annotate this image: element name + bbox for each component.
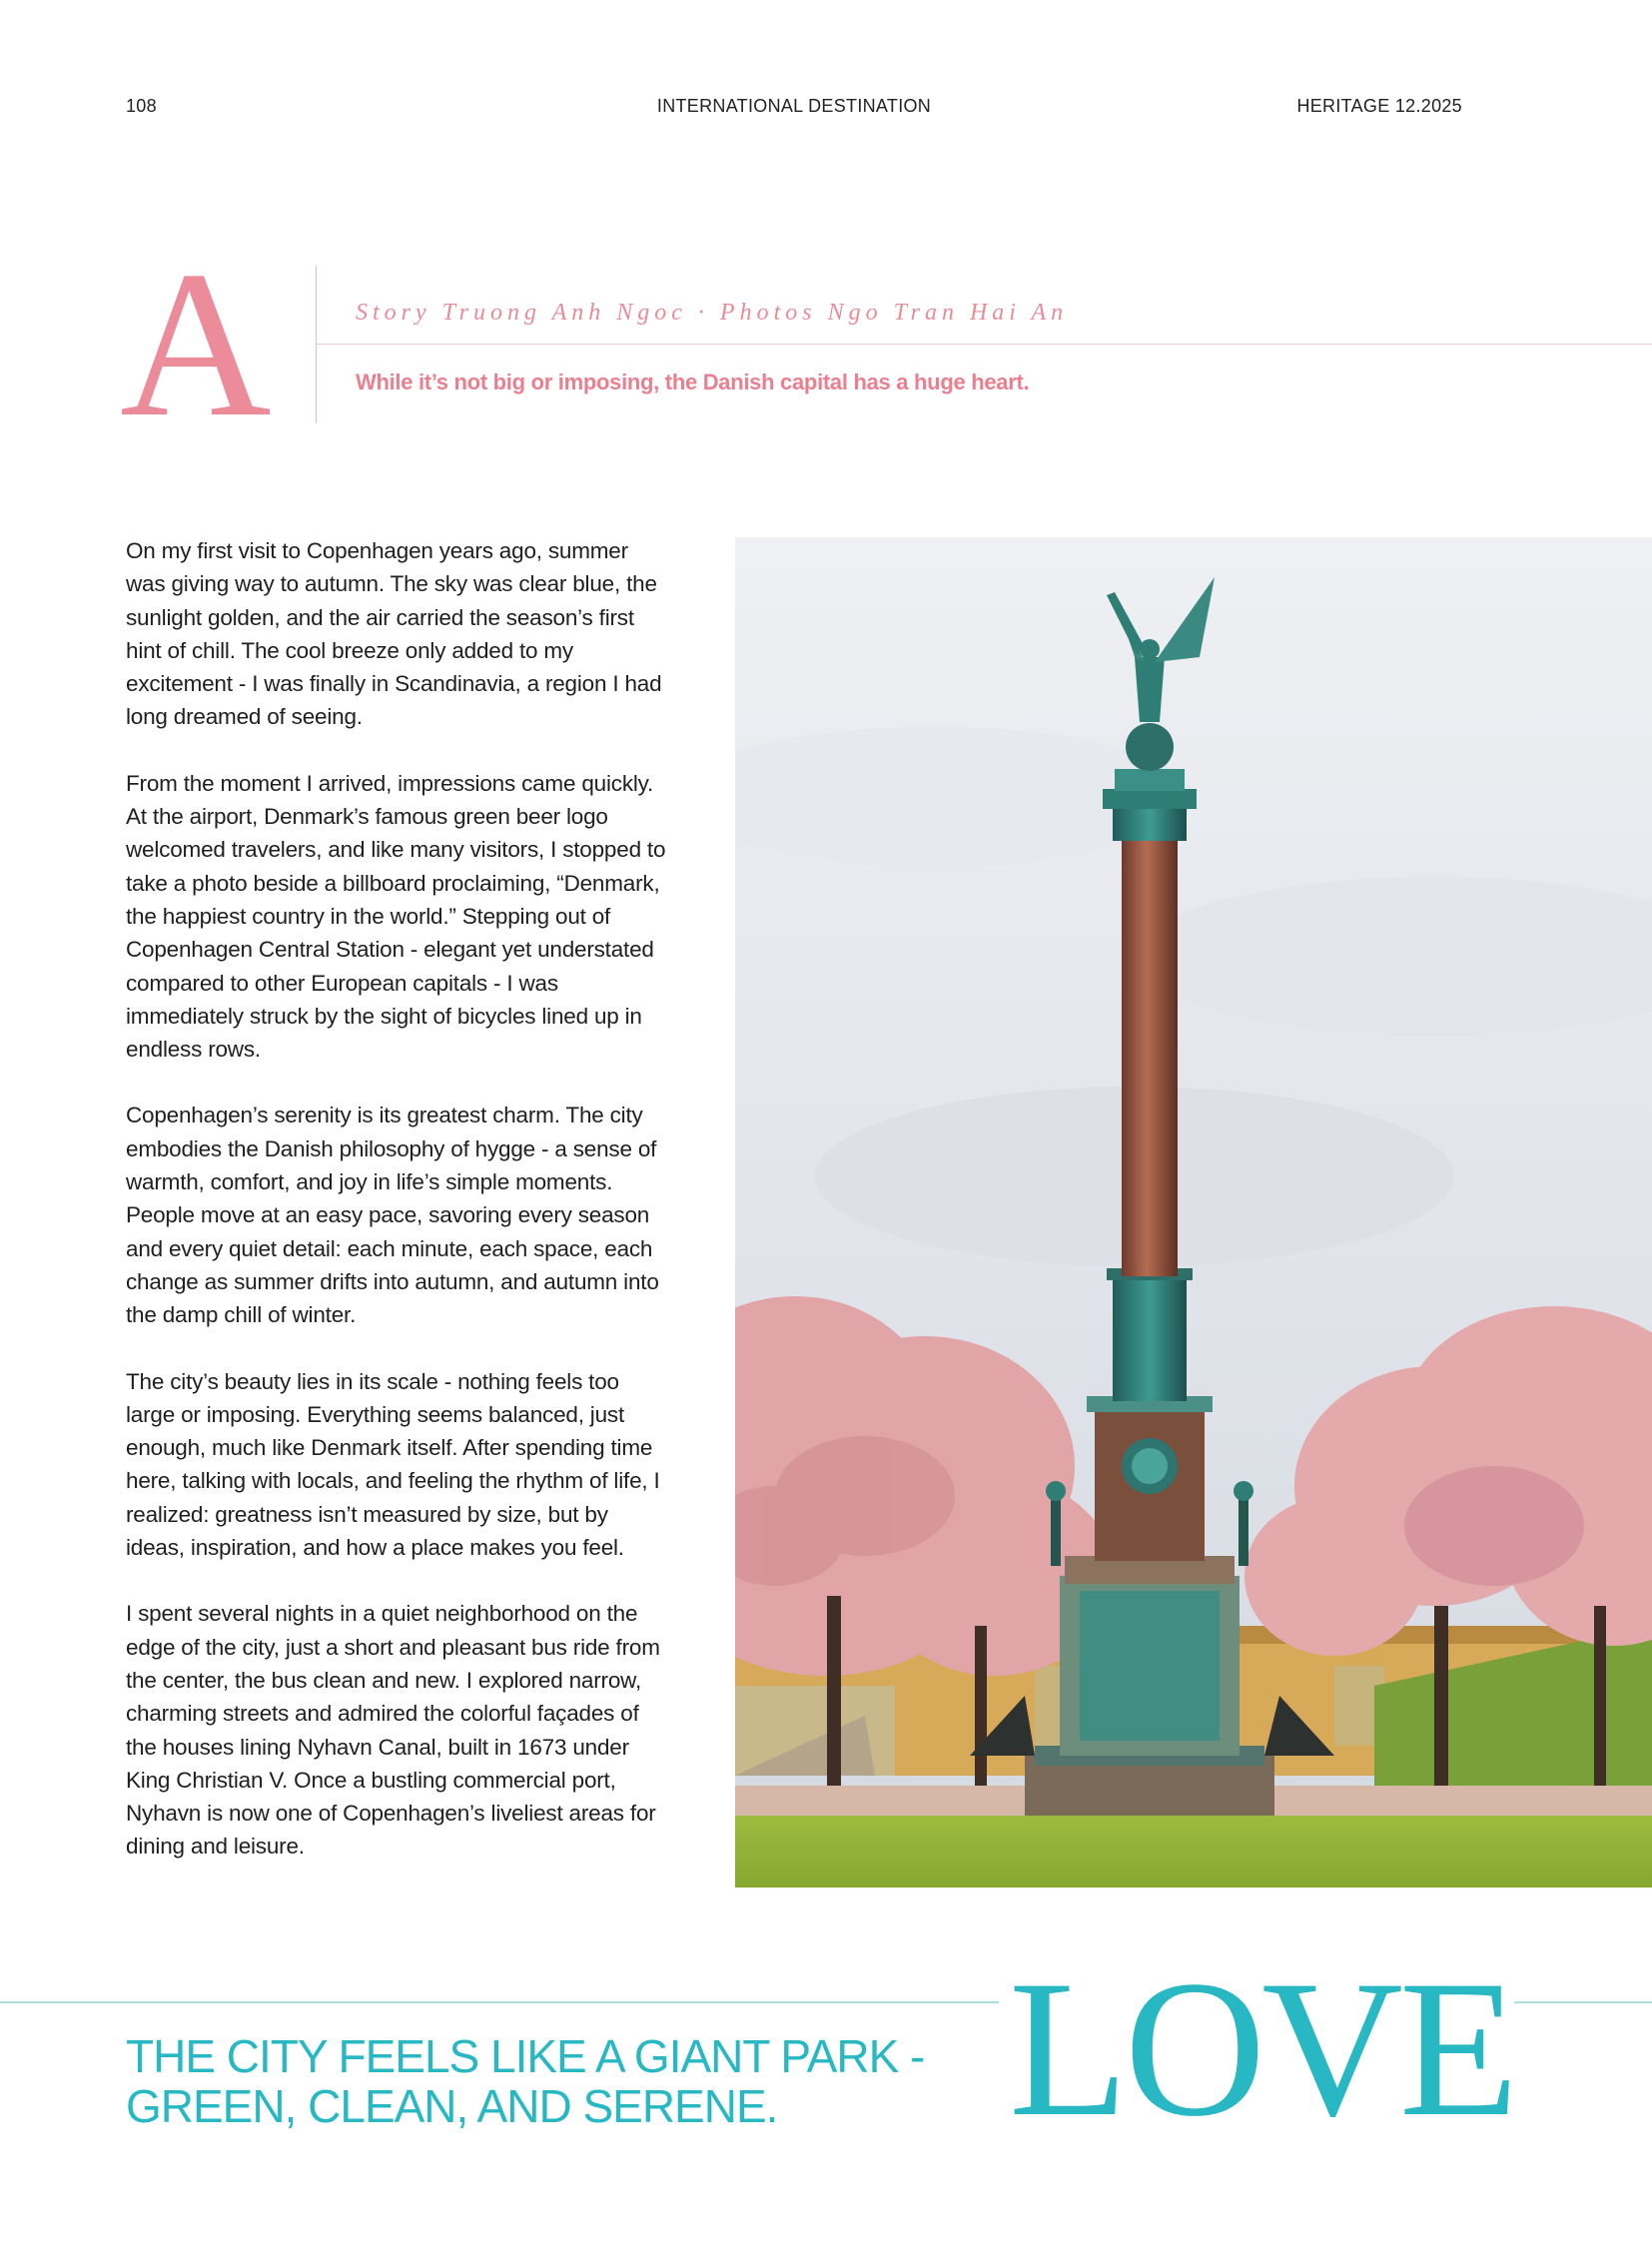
- issue-label: HERITAGE 12.2025: [1296, 96, 1462, 116]
- body-paragraph: Copenhagen’s serenity is its greatest charm. The city embodies the Danish philosophy of hygge - a sense of warmth, comfort, and joy in life’s simple moments. People move at an easy pace, savoring every season and every quiet detail: each minute, each space, each change as summer drifts into autumn, and autumn into the damp chill of winter.: [126, 1103, 659, 1328]
- byline-divider: [316, 344, 1652, 345]
- section-title: INTERNATIONAL DESTINATION: [656, 96, 932, 116]
- dek: While it’s not big or imposing, the Danish capital has a huge heart.: [356, 370, 1030, 394]
- pull-quote: THE CITY FEELS LIKE A GIANT PARK - GREEN, CLEAN, AND SERENE.: [126, 2030, 925, 2132]
- body-paragraph: On my first visit to Copenhagen years ago, summer was giving way to autumn. The sky was clear blue, the sunlight golden, and the air carried the season’s first hint of chill. The cool breeze only added to my excitement - I was finally in Scandinavia, a region I had long dreamed of seeing.: [126, 538, 662, 730]
- body-paragraph: I spent several nights in a quiet neighborhood on the edge of the city, just a short and pleasant bus ride from the center, the bus clean and new. I explored narrow, charming streets and admired the colorful façades of the houses lining Nyhavn Canal, built in 1673 under King Christian V. Once a bustling commercial port, Nyhavn is now one of Copenhagen’s liveliest areas for dining and leisure.: [126, 1601, 660, 1860]
- byline: Story Truong Anh Ngoc · Photos Ngo Tran Hai An: [356, 300, 1069, 326]
- body-paragraph: From the moment I arrived, impressions came quickly. At the airport, Denmark’s famous green beer logo welcomed travelers, and like many visitors, I stopped to take a photo beside a billboard proclaiming, “Denmark, the happiest country in the world.” Stepping out of Copenhagen Central Station - elegant yet understated compared to other European capitals - I was immediately struck by the sight of bicycles lined up in endless rows.: [126, 770, 666, 1063]
- page-number: 108: [126, 96, 157, 116]
- quote-divider-left: [0, 2001, 999, 2003]
- drop-cap: A: [120, 229, 272, 460]
- display-word: LOVE: [1009, 1940, 1515, 2157]
- vertical-divider: [316, 266, 317, 423]
- quote-divider-right: [1514, 2001, 1652, 2003]
- body-paragraph: The city’s beauty lies in its scale - nothing feels too large or imposing. Everything seems balanced, just enough, much like Denmark itself. After spending time here, talking with locals, and feeling the rhythm of life, I realized: greatness isn’t measured by size, but by ideas, inspiration, and how a place makes you feel.: [126, 1368, 660, 1561]
- column-monument-photo: [735, 537, 1652, 1887]
- article-body: [126, 534, 670, 1896]
